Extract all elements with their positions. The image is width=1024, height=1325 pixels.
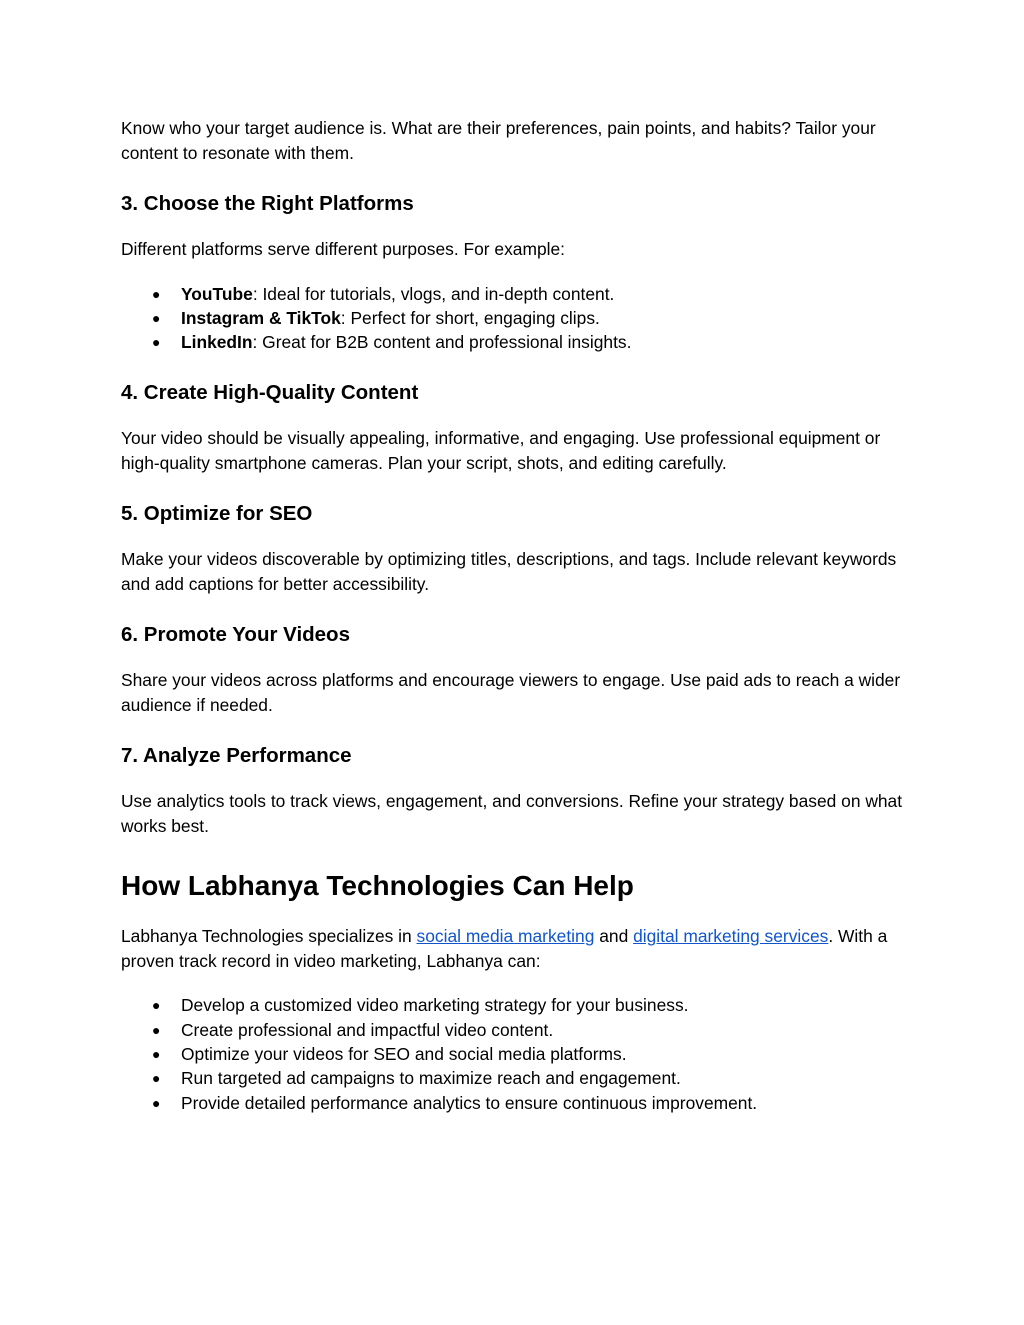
section-3-heading: 3. Choose the Right Platforms (121, 192, 414, 215)
platform-description: : Ideal for tutorials, vlogs, and in-depth content. (252, 283, 615, 304)
bullet-icon: ● (152, 309, 161, 326)
platform-list (121, 282, 911, 355)
list-item (121, 1018, 911, 1042)
list-item (121, 1091, 911, 1115)
section-3-paragraph: Different platforms serve different purposes. For example: (121, 239, 565, 259)
section-7-paragraph: Use analytics tools to track views, engagement, and conversions. Refine your strategy based on what works best. (121, 791, 903, 836)
section-5-paragraph: Make your videos discoverable by optimizing titles, descriptions, and tags. Include relevant keywords and add captions for better accessibility. (121, 549, 897, 594)
platform-name: Instagram & TikTok (181, 307, 341, 328)
section-4-paragraph: Your video should be visually appealing, informative, and engaging. Use professional equipment or high-quality smartphone cameras. Plan your script, shots, and editing carefully. (121, 428, 881, 473)
social-media-marketing-link[interactable]: social media marketing (416, 926, 595, 947)
section-6-paragraph: Share your videos across platforms and encourage viewers to engage. Use paid ads to reach a wider audience if needed. (121, 670, 901, 715)
help-heading: How Labhanya Technologies Can Help (121, 870, 634, 902)
list-item (121, 1066, 911, 1090)
platform-name: YouTube (181, 283, 253, 304)
list-item (121, 306, 911, 330)
section-4-heading: 4. Create High-Quality Content (121, 381, 419, 405)
list-item (121, 993, 911, 1017)
bullet-icon: ● (152, 997, 161, 1014)
digital-marketing-services-link[interactable]: digital marketing services (633, 926, 829, 947)
help-text-before: Labhanya Technologies specializes in (121, 926, 417, 947)
help-paragraph (121, 924, 911, 973)
bullet-icon: ● (152, 1094, 161, 1111)
service-item-text: Optimize your videos for SEO and social media platforms. (181, 1043, 627, 1064)
platform-description: : Perfect for short, engaging clips. (340, 307, 600, 328)
bullet-icon: ● (152, 1070, 161, 1087)
bullet-icon: ● (152, 1045, 161, 1062)
section-5-heading: 5. Optimize for SEO (121, 502, 313, 526)
service-item-text: Provide detailed performance analytics to ensure continuous improvement. (181, 1092, 758, 1113)
service-item-text: Create professional and impactful video content. (181, 1019, 554, 1040)
intro-paragraph: Know who your target audience is. What are their preferences, pain points, and habits? Tailor your content to resonate with them. (121, 118, 876, 163)
section-7-heading: 7. Analyze Performance (121, 744, 352, 768)
list-item (121, 1042, 911, 1066)
section-6-heading: 6. Promote Your Videos (121, 623, 350, 647)
service-item-text: Develop a customized video marketing strategy for your business. (181, 995, 689, 1016)
bullet-icon: ● (152, 1021, 161, 1038)
list-item (121, 330, 911, 354)
service-item-text: Run targeted ad campaigns to maximize reach and engagement. (181, 1068, 681, 1089)
help-text-mid: and (594, 926, 634, 947)
list-item (121, 282, 911, 306)
help-text-after: . With a proven track record in video marketing, Labhanya can: (121, 926, 888, 971)
services-list (121, 993, 911, 1114)
platform-description: : Great for B2B content and professional insights. (252, 332, 632, 353)
platform-name: LinkedIn (181, 332, 253, 353)
bullet-icon: ● (152, 285, 161, 302)
bullet-icon: ● (152, 334, 161, 351)
document-page (121, 116, 911, 1115)
